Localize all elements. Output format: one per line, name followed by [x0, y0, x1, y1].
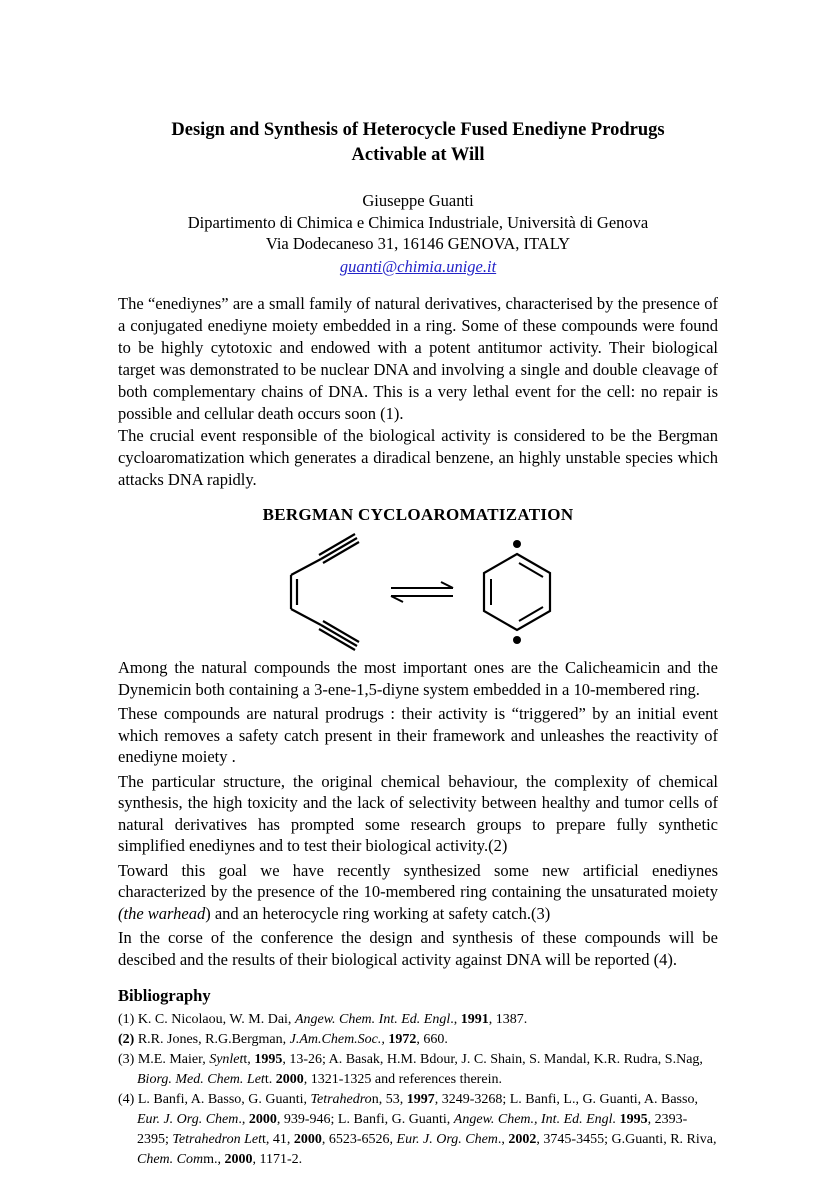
bibliography-section	[118, 986, 718, 1170]
abstract-paragraph-2: The crucial event responsible of the biological activity is considered to be the Bergman cycloaromatization which generates a diradical benzene, an highly unstable species which attacks DNA rapidly.	[118, 426, 718, 489]
abstract-section	[118, 293, 718, 491]
reaction-scheme-svg	[271, 531, 591, 653]
reference-3: (3) M.E. Maier, Synlett, 1995, 13-26; A. Basak, H.M. Bdour, J. C. Shain, S. Mandal, K.R. Rudra, S.Nag, Biorg. Med. Chem. Lett. 2000, 1321-1325 and references therein.	[118, 1052, 703, 1087]
enediyne-structure	[291, 534, 359, 650]
benzene-diradical-structure	[484, 540, 550, 644]
equilibrium-arrows-icon	[391, 582, 453, 602]
email-link[interactable]: guanti@chimia.unige.it	[339, 256, 497, 276]
page-title	[118, 118, 718, 168]
bibliography-heading: Bibliography	[118, 986, 211, 1005]
body-paragraph-3: Among the natural compounds the most important ones are the Calicheamicin and the Dynemicin both containing a 3-ene-1,5-diyne system embedded in a 10-membered ring.	[118, 658, 718, 699]
reference-4: (4) L. Banfi, A. Basso, G. Guanti, Tetrahedron, 53, 1997, 3249-3268; L. Banfi, L., G. Guanti, A. Basso, Eur. J. Org. Chem., 2000, 939-946; L. Banfi, G. Guanti, Angew. Chem., Int. Ed. Engl. 1995, 2393-2395; Tetrahedron Lett, 41, 2000, 6523-6526, Eur. J. Org. Chem., 2002, 3745-3455; G.Guanti, R. Riva, Chem. Comm., 2000, 1171-2.	[118, 1092, 717, 1167]
title-line-2: Activable at Will	[351, 145, 485, 165]
title-line-1: Design and Synthesis of Heterocycle Fused Enediyne Prodrugs	[171, 120, 665, 140]
reference-2: (2) R.R. Jones, R.G.Bergman, J.Am.Chem.Soc., 1972, 660.	[118, 1032, 448, 1047]
reference-1: (1) K. C. Nicolaou, W. M. Dai, Angew. Chem. Int. Ed. Engl., 1991, 1387.	[118, 1012, 528, 1027]
radical-dot-top	[513, 540, 521, 548]
author-address: Via Dodecaneso 31, 16146 GENOVA, ITALY	[265, 234, 571, 253]
discussion-section	[118, 657, 718, 970]
body-paragraph-6: Toward this goal we have recently synthesized some new artificial enediynes characterized by the presence of the 10-membered ring containing the unsaturated moiety (the warhead) and an heterocycle ring working at safety catch.(3)	[118, 860, 718, 923]
body-paragraph-5: The particular structure, the original chemical behaviour, the complexity of chemical synthesis, the high toxicity and the lack of selectivity between healthy and tumor cells of natural derivatives has prompted some research groups to prepare fully synthetic simplified enediynes and to test their biological activity.(2)	[118, 771, 718, 855]
bergman-scheme-figure	[144, 525, 718, 657]
author-name: Giuseppe Guanti	[362, 191, 474, 210]
radical-dot-bottom	[513, 636, 521, 644]
author-department: Dipartimento di Chimica e Chimica Industriale, Università di Genova	[187, 212, 649, 232]
body-paragraph-4: These compounds are natural prodrugs : their activity is “triggered” by an initial event which removes a safety catch present in their framework and unleashes the reactivity of enediyne moiety .	[118, 704, 718, 766]
body-paragraph-7: In the corse of the conference the design and synthesis of these compounds will be descibed and the results of their biological activity against DNA will be reported (4).	[118, 928, 718, 969]
author-block	[118, 190, 718, 277]
scheme-heading: BERGMAN CYCLOAROMATIZATION	[262, 505, 574, 524]
abstract-paragraph-1: The “enediynes” are a small family of natural derivatives, characterised by the presence of a conjugated enediyne moiety embedded in a ring. Some of these compounds were found to be highly cytotoxic and endowed with a potent antitumor activity. Their biological target was demonstrated to be nuclear DNA and involving a single and double cleavage of both complementary chains of DNA. This is a very lethal event for the cell: no repair is possible and cellular death occurs soon (1).	[118, 294, 718, 423]
email-line	[118, 256, 718, 278]
